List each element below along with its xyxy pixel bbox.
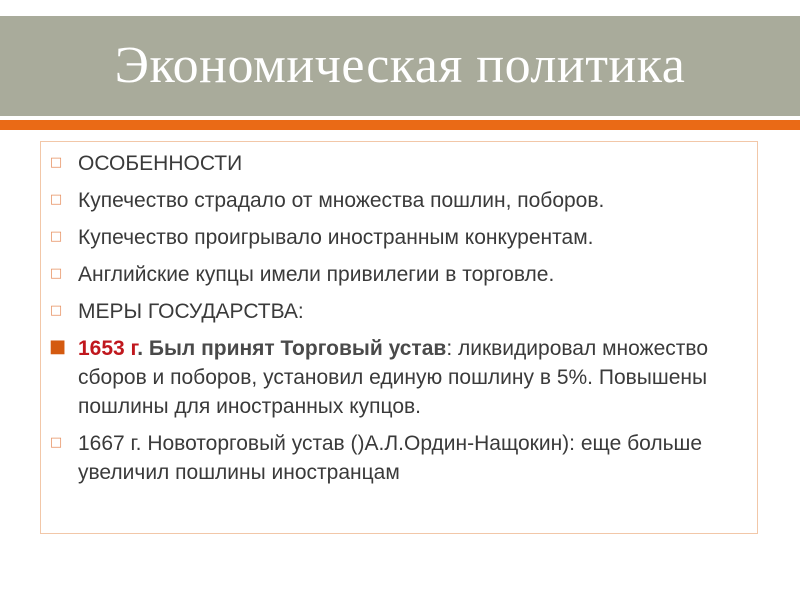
- hollow-square-bullet-icon: □: [49, 266, 63, 281]
- list-item: [40, 223, 758, 252]
- hollow-square-bullet-icon: □: [49, 435, 63, 450]
- title-bar: [0, 16, 800, 116]
- hollow-square-bullet-icon: □: [49, 155, 63, 170]
- list-item: [40, 429, 758, 487]
- item-text: Английские купцы имели привилегии в торговле.: [78, 263, 555, 286]
- item-text: Купечество страдало от множества пошлин, поборов.: [78, 189, 605, 212]
- accent-divider: [0, 120, 800, 130]
- item-text: 1667 г. Новоторговый устав ()А.Л.Ордин-Нащокин): еще больше увеличил пошлины иностранцам: [78, 432, 703, 484]
- bullet-list: [40, 149, 758, 495]
- list-item-trade-charter: [40, 334, 758, 421]
- year-highlight: 1653 г: [78, 337, 138, 360]
- item-text: Купечество проигрывало иностранным конкурентам.: [78, 226, 594, 249]
- item-text: ОСОБЕННОСТИ: [78, 152, 243, 175]
- bold-statement: . Был принят Торговый устав: [137, 337, 447, 360]
- hollow-square-bullet-icon: □: [49, 229, 63, 244]
- hollow-square-bullet-icon: □: [49, 192, 63, 207]
- hollow-square-bullet-icon: □: [49, 303, 63, 318]
- item-text: : ликвидировал множество сборов и поборов, установил единую пошлину в 5%. Повышены пошлины для иностранных купцов.: [78, 337, 708, 418]
- list-item: [40, 260, 758, 289]
- list-item: [40, 186, 758, 215]
- list-item: [40, 149, 758, 178]
- item-text: МЕРЫ ГОСУДАРСТВА:: [78, 300, 304, 323]
- list-item: [40, 297, 758, 326]
- slide-title: Экономическая политика: [114, 37, 686, 94]
- filled-square-bullet-icon: ■: [49, 336, 67, 357]
